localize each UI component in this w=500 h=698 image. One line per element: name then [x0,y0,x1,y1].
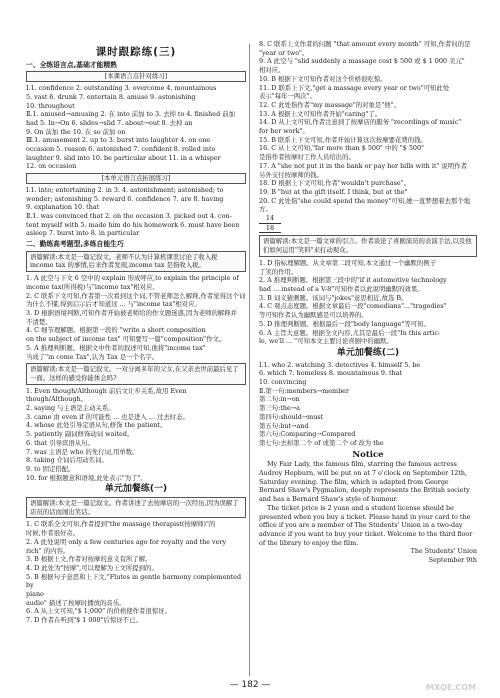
answer-line: 10. B 根据下文可知作者对这个价格很吃惊。 [259,74,387,83]
answer-line: 1. C 联系全文可知,作者提到"the massage therapist(按摩师)"的 [26,520,216,529]
notice-section [259,451,477,565]
answers-right [259,40,477,233]
page-title: 课时跟踪练(三) [95,46,177,58]
answer-line: 当成了"in come Tax",认为 Tax 是一个名字。 [26,352,159,361]
note-text: 语篇解读:本文是一篇文章的引言。作者谈论了喜剧演员的表演手法,以及他们如何运用"笑料"来打动观众。 [263,237,472,255]
answer-line: rich" 的内容。 [26,546,70,555]
note-text: 语篇解读:本文是一篇记叙文。老师不认为计算机课里讨论了收入税 income tax 的事情,后来作者发现,income tax 是指收入税。 [30,252,218,270]
answer-line: 9. A 此空与 "slid suddenly a massage cost $ 500 或 $ 1 000 美元" [259,57,465,66]
answer-line: asleep 7. burst into 8. in particular [26,229,140,238]
answer-line: 10. convincing [259,378,307,387]
answer-line: Ⅲ.1. amusement 2. up to 3. burst into laughter 4. on one [26,136,211,145]
answer-line: 为什么不懂,得到启示后才知道这 ... 与"income tax"相对应。 [26,300,201,309]
answer-blank: 14 [259,214,281,224]
answer-line: Ⅱ.1. amused→amusing 2. 在 into 前加 to 3. 去掉 to 4. finished 前加 [26,110,235,119]
answer-line: 2. A 此处说明 only a few centuries ago for royalty and the very [26,537,227,546]
answer-line: 6. A 从上文可知,"$ 1,000" 的价格使作者很惊讶。 [26,607,171,616]
section-box-a: [本课语言点针对练习] [26,71,246,82]
answer-line: 4. whose 此处引导定语从句,修饰 the patient。 [26,421,167,430]
answer-line: 时候,作者很好奇。 [26,529,80,538]
part2-heading: 二、勤练高考题型,多练自能生巧 [26,240,124,249]
answer-line: on the subject of income tax" 可知要写一篇"composition"作文。 [26,335,226,344]
answer-line: "year or two"。 [259,48,309,57]
notice-paragraph: My Fair Lady, the famous film, starring the famous actress Audrey Hepburn, will be put on at 7 o'clock on September 12th, Saturday evening. The film, which is adapted from George Bernard Shaw's Pygmalion, deeply represents the British society and has a Bernard Shaw's style of humour. [259,460,470,504]
passage-note [259,235,477,256]
answer-line: 8. C 联系上文作者的问题 "that amount every month" 可知,作者问的是 [259,40,471,48]
answer-line: 9. to 固定搭配。 [26,464,75,473]
section-title-1: 单元加餐练(一) [104,484,168,495]
answers-c [26,274,246,361]
answer-line: had ... instead of a V-8"可知作者以此说明幽默的效果。 [259,284,424,293]
right-column [259,40,477,565]
answers-a [26,84,246,171]
answer-line: 1. Even though/Although 前后文让步关系,故用 Even though/Although。 [26,386,187,404]
answer-line: 6. which 7. homeless 8. mountainous 9. that [259,369,403,378]
answer-line: 4. C 细节理解题。根据第一段的 "write a short composition [26,326,206,335]
answer-line: 14. D 从上文可知,作者注意到了按摩店的服务 "recordings of music" [259,118,462,127]
answer-line: 7. D 作者在听到"$ 1 000"后惊讶不已。 [26,616,142,625]
answer-line: 2. saying 与主语是主动关系。 [26,404,115,413]
answer-line: 3. came 由 even if 的可能性 ... 也是进入 ... 过去时态。 [26,412,189,421]
answer-line: 18. D 根据上下文可知,作者"wouldn't purchase"。 [259,179,411,188]
answer-line: 表示"每年一两次"。 [259,92,317,101]
notice-date: September 9th [428,556,477,565]
answer-line [259,224,477,234]
answer-line: 12. on occasion [26,162,77,171]
passage-note [26,497,246,518]
notice-signature: The Students' Union [410,547,477,556]
answer-line: 等可知作者认为幽默感是可以培养的。 [259,311,368,320]
answer-line: 第五句:but→and [259,421,309,430]
answer-line: 5. vast 6. drunk 7. entertain 8. amuse 9. astonishing [26,92,196,101]
answers-f [259,259,477,346]
answer-line: 2. A 推理判断题。根据第三段中的"if it automotive technology [259,276,447,285]
watermark-logo [424,678,494,694]
answer-line: 6. A 主旨大意题。根据全文内容,尤其是最后一段"In this artic- [259,328,441,337]
answer-line: income tax(所得税)与"income tax"相对应。 [26,282,159,291]
note-text: 语篇解读:本文是一篇记叙文。作者讲述了去按摩店的一次经历,因为误解了店员的话而闹出笑话。 [30,499,239,516]
answers-e [26,520,246,624]
answer-line: 6. that 引导宾语从句。 [26,438,94,447]
answer-line: had 5. In→On 6. slides→slid 7. about→out 8. 去掉 an [26,118,193,127]
answer-line: 不清楚。 [26,317,52,326]
notice-paragraph: The ticket price is 2 yuan and a student license should be presented when you buy a ticket. Please hand in your card to the office if you are a member of The Students' Union in a two-day advance if you want to buy your ticket. Welcome to the third floor of the library to enjoy the film. [259,503,473,547]
answer-line: 5. patiently 副词修饰动词 waited。 [26,430,134,439]
answers-d [26,387,246,483]
answer-line: 5. D 推理判断题。根据最后一段"body language"等可知。 [259,319,430,328]
answer-line: 11. D 联系上下文,"get a massage every year or two"可知此处 [259,83,450,92]
answer-line: for her work"。 [259,127,309,136]
answer-line: piano [26,590,44,599]
answer-line: 第七句:去掉第二个 of 或第二个 of 改为 the [259,438,384,447]
answer-line: 20. C 此处指"she could spend the money"可知,她一直梦想着去那个地方。 [259,196,471,214]
answer-line: audio" 描述了按摩时播放的音乐。 [26,598,126,607]
passage-note [26,363,246,384]
answer-line: 第六句:Comparing→Compared [259,430,356,439]
answer-line: Ⅰ.1. into; entertaining 2. in 3. 4. astonishment; astonished; to [26,185,224,194]
answer-line: Ⅱ.1. was convinced that 2. on the occasion 3. picked out 4. con- [26,211,232,220]
answer-line: 16. C 从上文可知,"far more than $ 500" 中的 "$ 500" [259,144,424,153]
page-number: — 182 — [229,680,271,690]
note-text: 语篇解读:本文是一篇记叙文。一对分离多年的父女,在父亲去世前最后见了一面。这样的感受你能体会吗? [30,365,239,382]
answer-line: wonder; astonishing 5. reward 6. confidence 7. are 8. having [26,194,224,203]
section-box-b: [本单元语言点拓展练习] [26,173,246,184]
part1-heading: 一、全练语言点,基础才能精熟 [26,60,117,69]
answer-line: 2. C 联系下文可知,作者第一次看到这个词,不管老师怎么解释,作者觉得这个词 [26,291,246,300]
answer-line: 17. A "she not put it in the bank or pay her bills with it" 说明作者 [259,161,467,170]
column-divider [249,44,250,676]
answer-line: laughter 9. slid into 10. be particular about 11. in a whisper [26,153,221,162]
answer-line: 3. B 根据上文,作者对按摩的意义有所了解。 [26,555,152,564]
answer-line: 第四句:should→must [259,412,324,421]
answer-line: 1. A 此空与下文 6 空中的 explain 形成呼应,to explain the principle of [26,274,239,283]
answer-line: 9. On 前加 the 10. 在 so 前加 on [26,127,126,136]
answer-line: Ⅰ.1. who 2. watching 3. detectives 4. himself 5. be [259,360,421,369]
answer-line: 13. A 根据上文可知作者开始"caring"了。 [259,109,382,118]
answer-line: 4. D 此处为"按摩",可以理解为上文所提到的。 [26,563,158,572]
passage-note [26,251,246,272]
answer-line: 4. C 观点态度题。根据文章最后一段"comedians"..."tragedies" [259,302,447,311]
answers-g [259,361,477,448]
answer-line: 相对应。 [259,66,285,75]
answer-line: 19. B "but at the gift itself. I think, but at the" [259,187,408,196]
answer-line: tent myself with 5. made him do his homework 6. must have been [26,220,240,229]
answer-line: 5. A 推理判断题。根据文中作者的叙述可知,他将"income tax" [26,343,206,352]
answer-line: 10. for 根据题意和语境,此处表示"为了"。 [26,473,147,482]
answer-line: 12. C 此处指作者"my massage"的对象是"他"。 [259,100,400,109]
answer-line: 15. B 联系上下文可知,作者开始计算这次按摩要花费的钱。 [259,135,427,144]
answer-line: 了笑的作用。 [259,267,298,276]
answer-line: 9. explanation 10. that [26,203,100,212]
answer-line: 8. taking 介词后用动名词。 [26,456,108,465]
left-column [26,40,246,625]
watermark-text: MXQE.COM [426,683,477,692]
answer-line: Ⅱ.第一句:members→member [259,386,349,395]
section-title-2: 单元加餐练(二) [336,347,400,358]
answer-line [259,214,477,224]
answer-blank: 18 [259,224,281,234]
answer-line: 3. D 根据语境判断,可知作者开始被老师给的作文题迷惑,因为老师的解释并 [26,308,238,317]
answer-line: 另外支付按摩师的钱。 [259,170,323,179]
answer-line: 第二句:in→on [259,395,300,404]
answer-line: 是指作者按摩时工作人员给出的。 [259,153,355,162]
answer-line: occasion 5. reason 6. astonished 7. confident 8. rolled into [26,145,216,154]
notice-title: Notice [352,449,384,460]
answer-line: Ⅰ.1. confidence 2. outstanding 3. overcome 4. mountainous [26,84,217,93]
answer-line: 10. throughout [26,101,75,110]
answer-line: 第三句:the→a [259,404,300,413]
answer-line: 3. B 词义猜测题。该词与"jokes"意思相近,故选 B。 [259,293,408,302]
answer-line: le, we'll ... "可知本文主要讨论喜剧中的幽默。 [259,337,393,346]
answer-line: 7. was 主语是 who 的先行词,用单数。 [26,447,139,456]
answers-b [26,186,246,238]
answer-line: 1. D 指标理解题。从文章第二段可知,本文通过一个幽默的例子 [259,258,437,267]
answer-line: 5. B 根据句子意思和上下文,"Flutes in gentle harmony complemented by [26,572,242,590]
